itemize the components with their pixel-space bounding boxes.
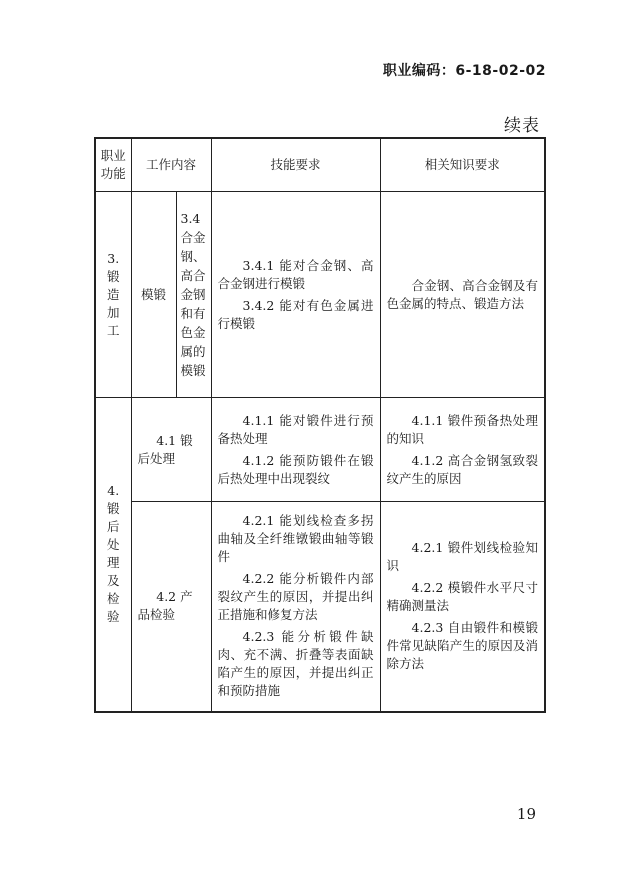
skill-item: 4.1.1 能对锻件进行预备热处理 bbox=[217, 412, 374, 446]
col-skills: 技能要求 bbox=[211, 138, 380, 192]
function-cell bbox=[95, 192, 131, 398]
skills-cell bbox=[211, 502, 380, 712]
function-label: 4. 锻后处理及检验 bbox=[106, 483, 120, 625]
skill-item: 4.1.2 能预防锻件在锻后热处理中出现裂纹 bbox=[217, 452, 374, 486]
skill-item: 4.2.1 能划线检查多拐曲轴及全纤维镦锻曲轴等锻件 bbox=[217, 513, 374, 565]
table-row bbox=[95, 398, 545, 502]
function-cell bbox=[95, 398, 131, 712]
skills-cell bbox=[211, 398, 380, 502]
skills-cell bbox=[211, 192, 380, 398]
skill-item: 3.4.2 能对有色金属进行模锻 bbox=[217, 297, 374, 331]
page-number: 19 bbox=[516, 805, 536, 823]
work-content-label: 4.2 产品检验 bbox=[137, 589, 193, 623]
knowledge-item: 4.1.2 高合金钢氢致裂纹产生的原因 bbox=[386, 452, 539, 486]
col-knowledge: 相关知识要求 bbox=[380, 138, 545, 192]
function-label: 3. 锻造加工 bbox=[106, 250, 120, 338]
skill-item: 4.2.3 能分析锻件缺肉、充不满、折叠等表面缺陷产生的原因，并提出纠正和预防措施 bbox=[217, 629, 374, 699]
standards-table bbox=[94, 137, 546, 713]
col-work-content: 工作内容 bbox=[131, 138, 211, 192]
skill-item: 3.4.1 能对合金钢、高合金钢进行模锻 bbox=[217, 257, 374, 291]
work-content-cell bbox=[131, 502, 211, 712]
knowledge-item: 4.2.3 自由锻件和模锻件常见缺陷产生的原因及消除方法 bbox=[386, 620, 539, 672]
work-content-label: 4.1 锻后处理 bbox=[137, 432, 193, 466]
skill-item: 4.2.2 能分析锻件内部裂纹产生的原因，并提出纠正措施和修复方法 bbox=[217, 571, 374, 623]
knowledge-item: 4.1.1 锻件预备热处理的知识 bbox=[386, 412, 539, 446]
table-header-row bbox=[95, 138, 545, 192]
col-function bbox=[95, 138, 131, 192]
col-function-label: 职业 功能 bbox=[100, 148, 126, 181]
knowledge-item: 4.2.2 模锻件水平尺寸精确测量法 bbox=[386, 580, 539, 614]
knowledge-cell bbox=[380, 398, 545, 502]
knowledge-cell bbox=[380, 502, 545, 712]
knowledge-cell bbox=[380, 192, 545, 398]
knowledge-item: 4.2.1 锻件划线检验知识 bbox=[386, 540, 539, 574]
work-sub-cell bbox=[176, 192, 211, 398]
continued-label: 续表 bbox=[504, 116, 540, 136]
knowledge-item: 合金钢、高合金钢及有色金属的特点、锻造方法 bbox=[386, 277, 539, 311]
work-sub-label: 3.4 合金钢、高合金钢和有色金属的模锻 bbox=[180, 211, 206, 378]
work-content-cell bbox=[131, 398, 211, 502]
table-row bbox=[95, 502, 545, 712]
work-content-cell: 模锻 bbox=[131, 192, 176, 398]
table-row bbox=[95, 192, 545, 398]
occupation-code: 职业编码：6-18-02-02 bbox=[382, 63, 546, 79]
